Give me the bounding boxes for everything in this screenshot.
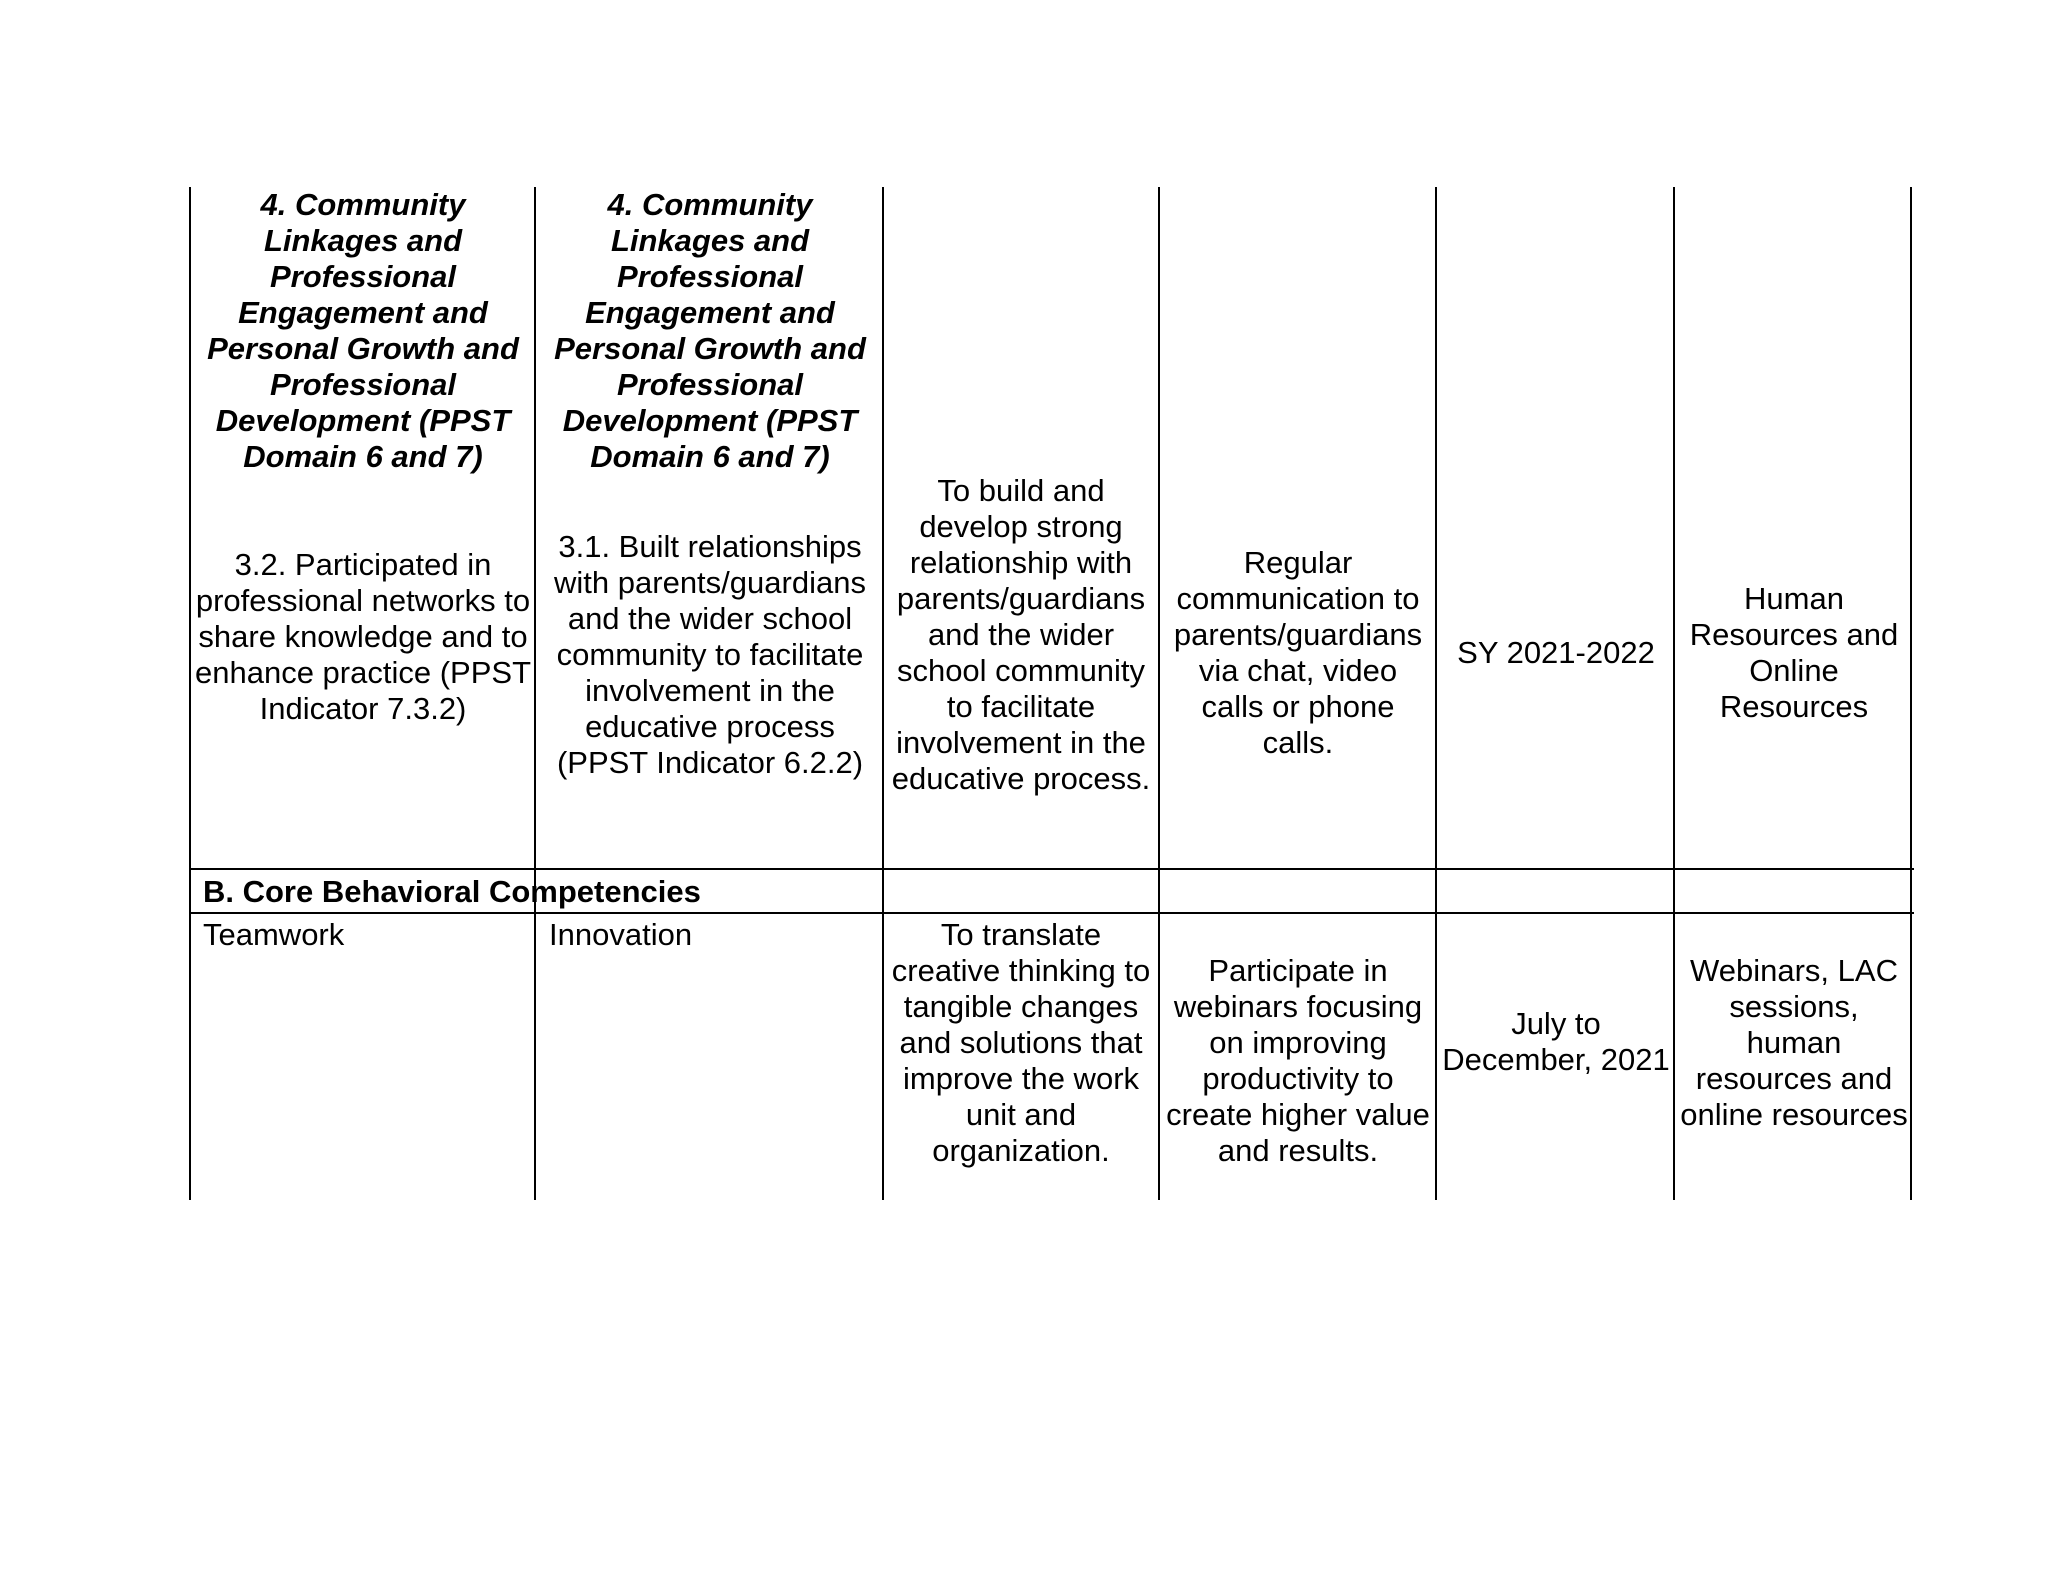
- column-divider: [534, 187, 536, 1200]
- row2-col6-text: Webinars, LAC sessions, human resources and online resources: [1680, 953, 1908, 1132]
- column-divider: [1435, 187, 1437, 1200]
- column-divider: [882, 187, 884, 1200]
- row1-col6-cell: [1680, 581, 1908, 725]
- row2-col5-text: July to December, 2021: [1442, 1006, 1670, 1077]
- row2-col5-cell: [1442, 1006, 1670, 1078]
- row1-col6-text: Human Resources and Online Resources: [1689, 581, 1899, 724]
- row1-col1-text: 3.2. Participated in professional networks to share knowledge and to enhance practice (PPST Indicator 7.3.2): [195, 547, 532, 726]
- row2-col2-text: Innovation: [549, 917, 693, 952]
- table-border-right: [1910, 187, 1912, 1200]
- row1-col2-text: 3.1. Built relationships with parents/guardians and the wider school community to facilitate involvement in the educative process (PPST Indicator 6.2.2): [554, 529, 866, 780]
- row1-col3-cell: [889, 473, 1153, 797]
- row1-col5-text: SY 2021-2022: [1457, 635, 1655, 670]
- spacer: [541, 475, 879, 529]
- row2-col6-cell: [1680, 953, 1908, 1133]
- row1-col4-cell: [1165, 545, 1431, 761]
- row2-col4-cell: [1165, 953, 1431, 1169]
- row1-col2-cell: [541, 187, 879, 781]
- row2-col1-text: Teamwork: [203, 917, 345, 952]
- column-divider: [1673, 187, 1675, 1200]
- column-divider: [1158, 187, 1160, 1200]
- row1-col1-cell: [195, 187, 531, 727]
- row1-col1-heading: 4. Community Linkages and Professional Engagement and Personal Growth and Professional Development (PPST Domain 6 and 7): [207, 187, 519, 474]
- row2-col4-text: Participate in webinars focusing on improving productivity to create higher value and results.: [1166, 953, 1430, 1168]
- row2-col1-cell: [203, 917, 529, 953]
- row1-col2-heading: 4. Community Linkages and Professional Engagement and Personal Growth and Professional Development (PPST Domain 6 and 7): [554, 187, 866, 474]
- row2-col2-cell: [549, 917, 875, 953]
- row2-col3-cell: [889, 917, 1153, 1169]
- section-header: [203, 874, 1903, 910]
- row-divider: [189, 912, 1914, 914]
- row1-col5-cell: [1442, 635, 1670, 671]
- row1-col3-text: To build and develop strong relationship with parents/guardians and the wider school community to facilitate involvement in the educative process.: [891, 473, 1151, 796]
- table-border-left: [189, 187, 191, 1200]
- row-divider: [189, 868, 1914, 870]
- development-plan-table: [189, 187, 1912, 1200]
- spacer: [195, 475, 531, 547]
- section-header-text: B. Core Behavioral Competencies: [203, 874, 701, 909]
- row2-col3-text: To translate creative thinking to tangible changes and solutions that improve the work unit and organization.: [891, 917, 1151, 1168]
- row1-col4-text: Regular communication to parents/guardians via chat, video calls or phone calls.: [1173, 545, 1423, 760]
